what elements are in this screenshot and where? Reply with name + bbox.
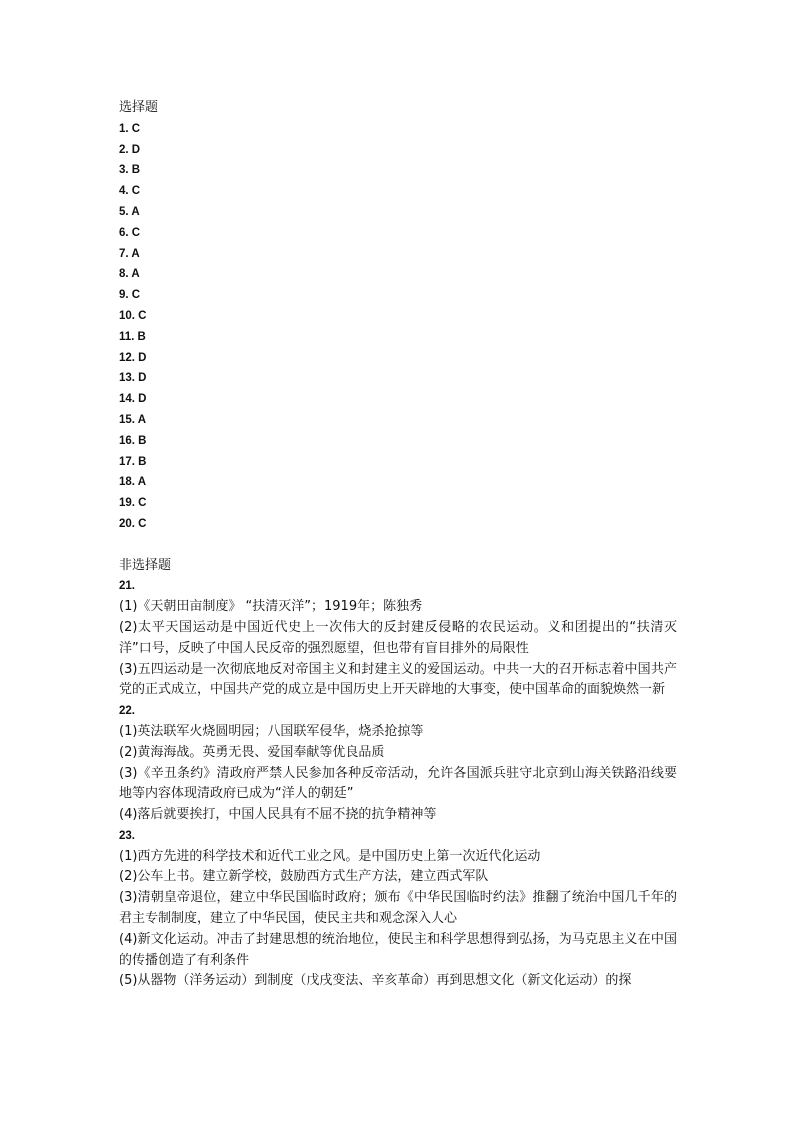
mc-answer-10: 10. C (119, 309, 147, 322)
mc-answer-9: 9. C (119, 289, 141, 302)
question-22-answer-2: (2)黄海海战。英勇无畏、爱国奉献等优良品质 (119, 744, 385, 760)
question-23-answer-5: (5)从器物（洋务运动）到制度（戊戌变法、辛亥革命）再到思想文化（新文化运动）的探 (119, 973, 632, 989)
question-21-answer-1: (1)《天朝田亩制度》 “扶清灭洋”；1919年；陈独秀 (119, 599, 423, 615)
mc-answer-14: 14. D (119, 393, 147, 406)
mc-answer-5: 5. A (119, 205, 140, 218)
mc-answer-12: 12. D (119, 351, 147, 364)
question-23-number: 23. (119, 829, 135, 842)
question-23-answer-1: (1)西方先进的科学技术和近代工业之风。是中国历史上第一次近代化运动 (119, 848, 541, 864)
mc-answer-7: 7. A (119, 247, 140, 260)
section-spacer (119, 535, 677, 556)
mc-answer-16: 16. B (119, 434, 147, 447)
question-22-answer-1: (1)英法联军火烧圆明园；八国联军侵华，烧杀抢掠等 (119, 723, 424, 739)
mc-answer-17: 17. B (119, 455, 147, 468)
mc-answer-15: 15. A (119, 413, 147, 426)
question-21-answer-2: (2)太平天国运动是中国近代史上一次伟大的反封建反侵略的农民运动。义和团提出的“扶清灭洋”口号，反映了中国人民反帝的强烈愿望，但也带有盲目排外的局限性 (119, 619, 677, 656)
question-23-answer-3: (3)清朝皇帝退位，建立中华民国临时政府；颁布《中华民国临时约法》推翻了统治中国几千年的君主专制制度，建立了中华民国，使民主共和观念深入人心 (119, 890, 677, 927)
question-22-number: 22. (119, 705, 135, 718)
question-23-answer-4: (4)新文化运动。冲击了封建思想的统治地位，使民主和科学思想得到弘扬，为马克思主义在中国的传播创造了有利条件 (119, 931, 677, 968)
mc-heading: 选择题 (119, 100, 159, 115)
mc-answer-2: 2. D (119, 143, 141, 156)
question-23-answer-2: (2)公车上书。建立新学校，鼓励西方式生产方法，建立西式军队 (119, 869, 489, 885)
mc-answer-19: 19. C (119, 497, 147, 510)
nmc-heading: 非选择题 (119, 557, 172, 573)
mc-answer-8: 8. A (119, 268, 140, 281)
mc-answer-3: 3. B (119, 164, 141, 177)
mc-answer-20: 20. C (119, 517, 147, 530)
mc-answer-4: 4. C (119, 185, 141, 198)
mc-answer-6: 6. C (119, 226, 141, 239)
mc-answer-18: 18. A (119, 476, 147, 489)
question-22-answer-3: (3)《辛丑条约》清政府严禁人民参加各种反帝活动，允许各国派兵驻守北京到山海关铁路沿线要地等内容体现清政府已成为“洋人的朝廷” (119, 765, 677, 802)
question-21-answer-3: (3)五四运动是一次彻底地反对帝国主义和封建主义的爱国运动。中共一大的召开标志着中国共产党的正式成立，中国共产党的成立是中国历史上开天辟地的大事变，使中国革命的面貌焕然一新 (119, 661, 677, 698)
question-22 (119, 701, 677, 826)
answer-key-page (119, 98, 677, 992)
mc-answer-1: 1. C (119, 122, 141, 135)
question-23 (119, 826, 677, 992)
mc-answer-13: 13. D (119, 372, 147, 385)
mc-answer-11: 11. B (119, 330, 146, 343)
question-21-number: 21. (119, 580, 135, 593)
question-22-answer-4: (4)落后就要挨打，中国人民具有不屈不挠的抗争精神等 (119, 807, 437, 823)
question-21 (119, 576, 677, 701)
mc-answer-list (119, 119, 677, 535)
